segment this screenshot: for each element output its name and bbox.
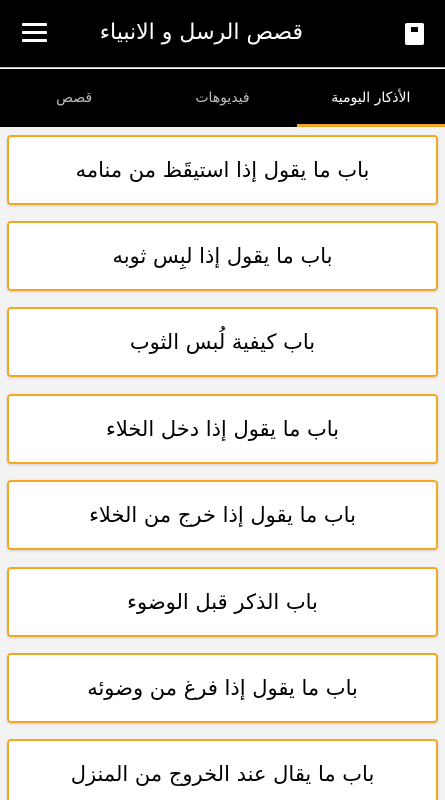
- list-item[interactable]: [7, 221, 438, 291]
- tab-stories[interactable]: قصص: [56, 90, 93, 106]
- list-item[interactable]: [7, 653, 438, 723]
- list-item-label: باب ما يقول إذا استيقَظ من منامه: [75, 158, 370, 182]
- book-icon[interactable]: [405, 23, 424, 45]
- list-item[interactable]: [7, 135, 438, 205]
- list-item-label: باب ما يقول إذا خرج من الخلاء: [89, 503, 356, 527]
- list-item-label: باب ما يقال عند الخروج من المنزل: [70, 762, 375, 786]
- tab-daily-adhkar[interactable]: الأذكار اليومية: [297, 69, 445, 127]
- app-bar: [0, 0, 445, 68]
- list-item-label: باب ما يقول إذا فرغ من وضوئه: [87, 676, 358, 700]
- menu-icon[interactable]: [22, 23, 47, 43]
- list-item[interactable]: [7, 567, 438, 637]
- adhkar-list[interactable]: [0, 127, 445, 800]
- list-item-label: باب ما يقول إذا دخل الخلاء: [105, 417, 340, 441]
- tab-bar: [0, 69, 445, 127]
- list-item-label: باب كيفية لُبس الثوب: [129, 330, 316, 354]
- tab-videos[interactable]: فيديوهات: [195, 90, 250, 106]
- list-item[interactable]: [7, 480, 438, 550]
- list-item[interactable]: [7, 739, 438, 800]
- app-title: قصص الرسل و الانبياء: [99, 20, 303, 45]
- list-item-label: باب الذكر قبل الوضوء: [127, 590, 318, 614]
- list-item[interactable]: [7, 394, 438, 464]
- list-item[interactable]: [7, 307, 438, 377]
- list-item-label: باب ما يقول إذا لبِس ثوبه: [112, 244, 333, 268]
